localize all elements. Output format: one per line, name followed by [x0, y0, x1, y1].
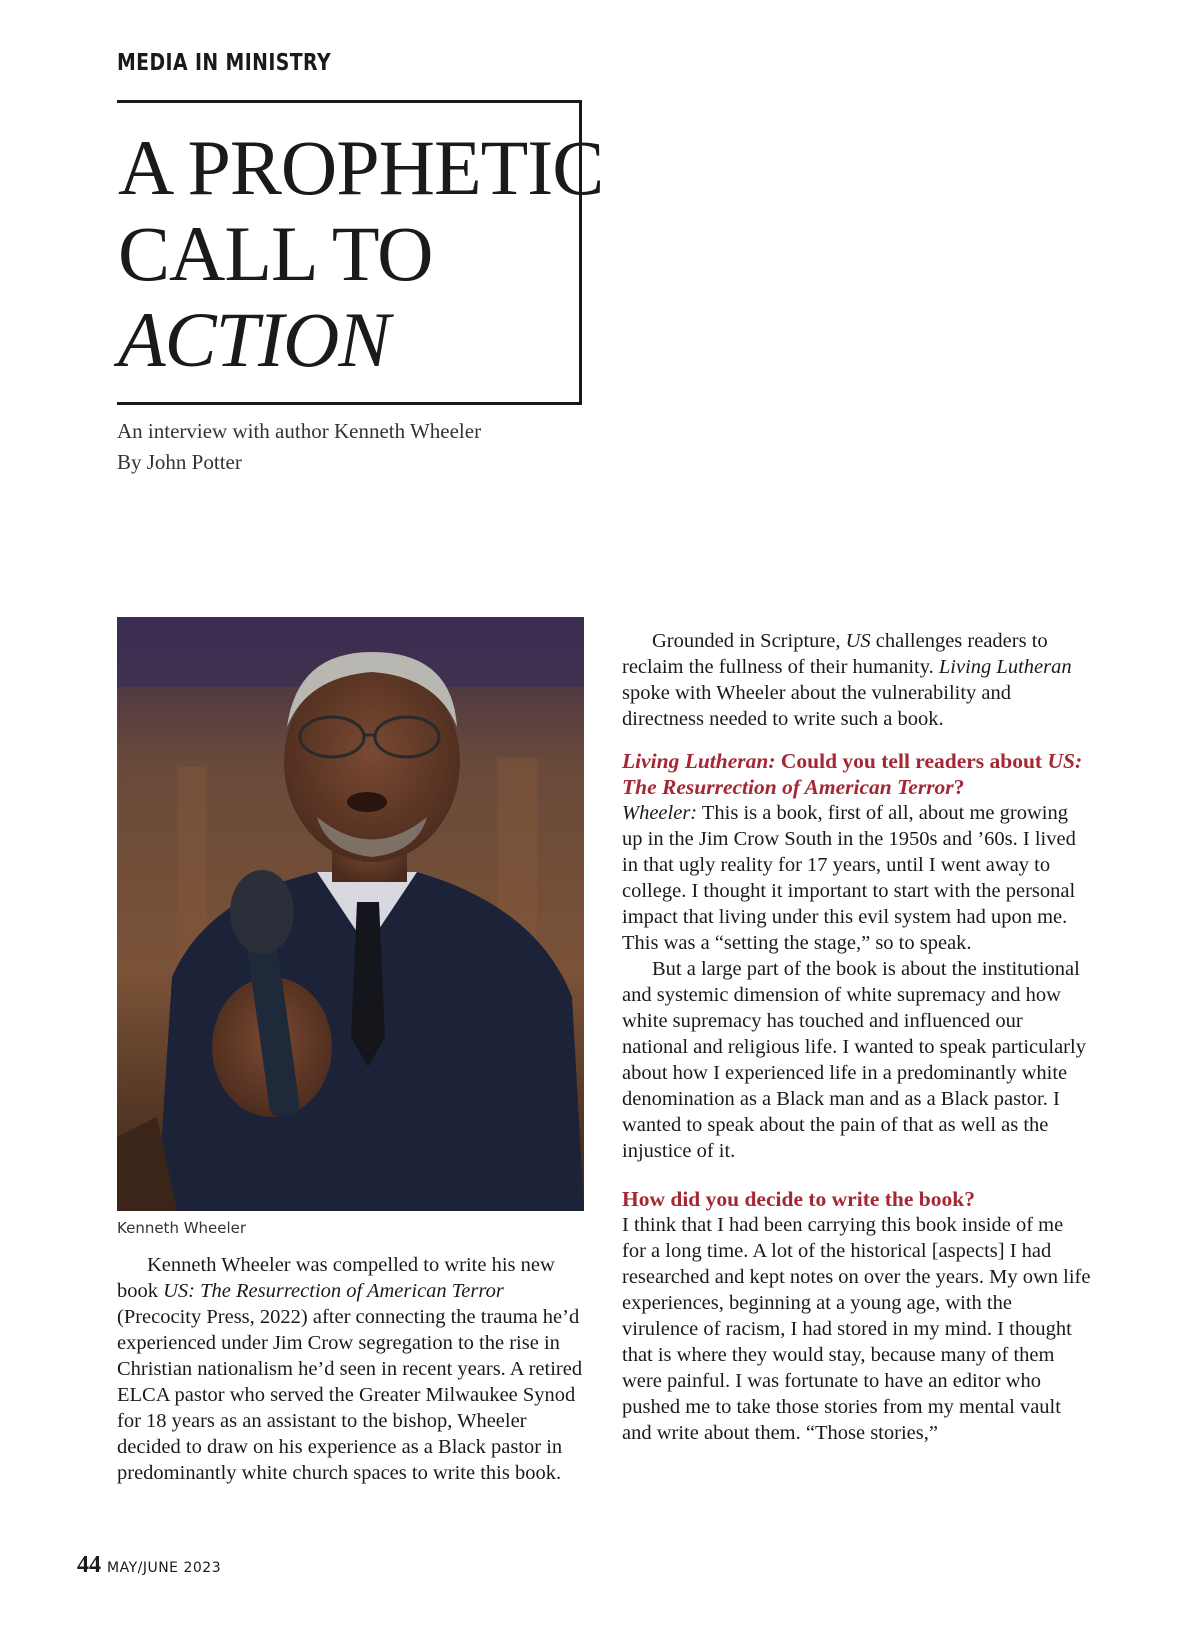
answer-1-paragraph-2: But a large part of the book is about the institutional and systemic dimension of white supremacy and how white supremacy has touched and influenced our national and religious life. I wanted to speak particularly about how I experienced life in a predominantly white denomination as a Black man and as a Black pastor. I wanted to speak about the pain of that as well as the injustice of it. [622, 958, 1086, 1162]
section-label: MEDIA IN MINISTRY [117, 50, 332, 76]
title-line-1: A PROPHETIC [118, 124, 604, 211]
portrait-illustration [117, 617, 584, 1211]
question-2: How did you decide to write the book? [622, 1187, 975, 1211]
intro-paragraph-2: Grounded in Scripture, US challenges readers to reclaim the fullness of their humanity. Living Lutheran spoke with Wheeler about the vulnerability and directness needed to write such a book. [622, 630, 1072, 730]
book-title: US: The Resurrection of American Terror [163, 1280, 504, 1302]
title-line-3: ACTION [118, 296, 390, 383]
title-line-2: CALL TO [118, 210, 433, 297]
portrait-photo [117, 617, 584, 1211]
question-1: Living Lutheran: Could you tell readers about US: The Resurrection of American Terror? [622, 749, 1083, 799]
page-footer [77, 1552, 221, 1579]
right-column [622, 628, 1092, 1446]
answer-2-paragraph-1: I think that I had been carrying this book inside of me for a long time. A lot of the historical [aspects] I had researched and kept notes on over the years. My own life experiences, beginning at a young age, with the virulence of racism, I had stored in my mind. I thought that is where they would stay, because many of them were painful. I was fortunate to have an editor who pushed me to take those stories from my mental vault and write about them. “Those stories,” [622, 1214, 1091, 1444]
issue-date: MAY/JUNE 2023 [107, 1560, 222, 1576]
byline: By John Potter [117, 450, 242, 474]
article-title [118, 125, 603, 383]
page-number: 44 [77, 1552, 101, 1578]
intro-paragraph-1: Kenneth Wheeler was compelled to write his new book US: The Resurrection of American Terror (Precocity Press, 2022) after connecting the trauma he’d experienced under Jim Crow segregation to the rise in Christian nationalism he’d seen in recent years. A retired ELCA pastor who served the Greater Milwaukee Synod for 18 years as an assistant to the bishop, Wheeler decided to draw on his experience as a Black pastor in predominantly white church spaces to write this book. [117, 1254, 583, 1484]
photo-caption: Kenneth Wheeler [117, 1219, 247, 1237]
answer-1-paragraph-1: Wheeler: This is a book, first of all, about me growing up in the Jim Crow South in the 1950s and ’60s. I lived in that ugly reality for 17 years, until I went away to college. I thought it important to start with the personal impact that living under this evil system had upon me. This was a “setting the stage,” so to speak. [622, 802, 1076, 954]
deck: An interview with author Kenneth Wheeler [117, 419, 482, 443]
subtitle [117, 416, 481, 478]
left-column [117, 1252, 587, 1486]
